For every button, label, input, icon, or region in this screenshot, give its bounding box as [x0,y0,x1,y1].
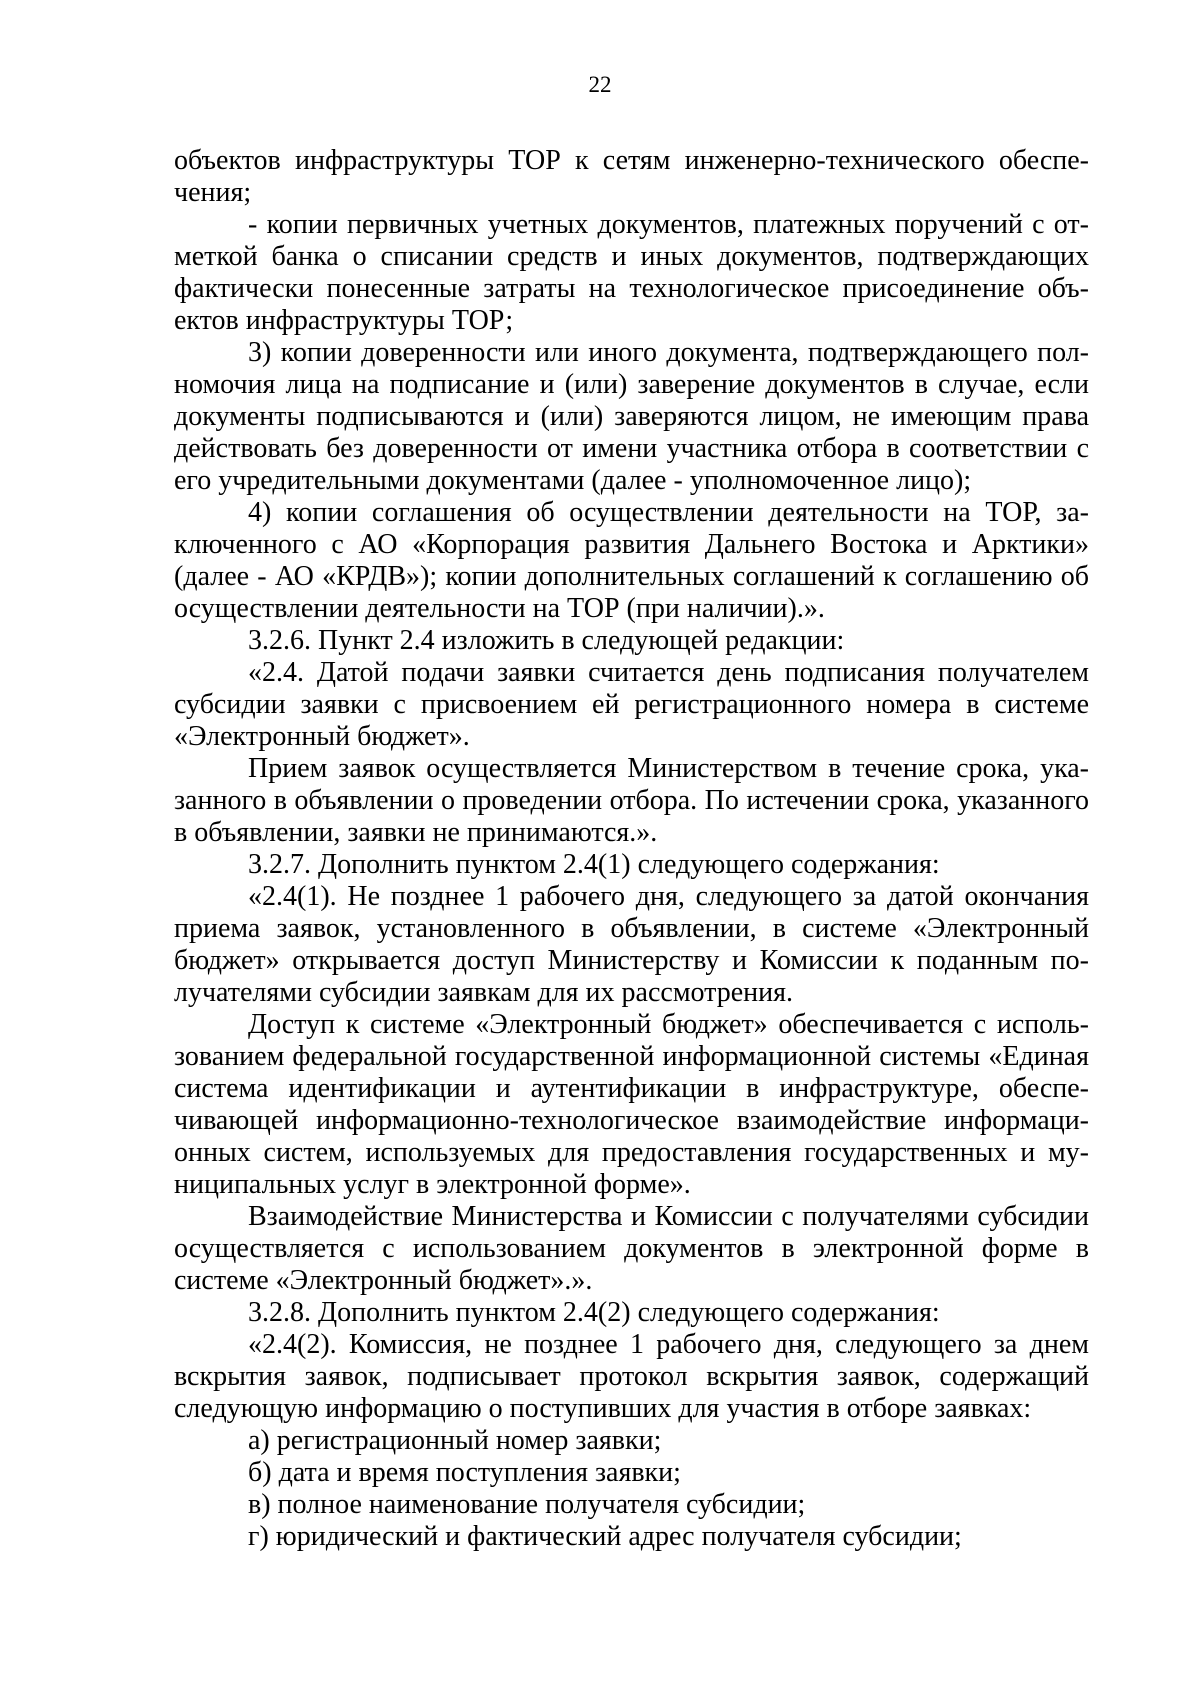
paragraph: Взаимодействие Министерства и Комиссии с получателями субсидии осуществляется с использованием документов в электронной форме в системе «Электронный бюджет».». [174,1201,1089,1296]
page-number: 22 [588,72,612,97]
paragraph: «2.4(2). Комиссия, не позднее 1 рабочего дня, следующего за днем вскрытия заявок, подписывает протокол вскрытия заявок, содержащий следующую информацию о поступивших для участия в отборе заявках: [174,1329,1089,1424]
list-item: г) юридический и фактический адрес получателя субсидии; [248,1521,962,1552]
paragraph: объектов инфраструктуры ТОР к сетям инженерно-технического обеспечения; [174,145,1089,208]
paragraph: 4) копии соглашения об осуществлении деятельности на ТОР, заключенного с АО «Корпорация развития Дальнего Востока и Арктики» (далее - АО «КРДВ»); копии дополнительных соглашений к соглашению об осуществлении деятельности на ТОР (при наличии).». [174,497,1089,624]
list-item: в) полное наименование получателя субсидии; [248,1489,806,1520]
paragraph: 3.2.6. Пункт 2.4 изложить в следующей редакции: [248,625,845,656]
paragraph: «2.4(1). Не позднее 1 рабочего дня, следующего за датой окончания приема заявок, установленного в объявлении, в системе «Электронный бюджет» открывается доступ Министерству и Комиссии к поданным получателями субсидии заявкам для их рассмотрения. [174,881,1089,1008]
list-item: б) дата и время поступления заявки; [248,1457,681,1488]
paragraph: 3.2.7. Дополнить пунктом 2.4(1) следующего содержания: [248,849,940,880]
list-item: а) регистрационный номер заявки; [248,1425,662,1456]
paragraph: Прием заявок осуществляется Министерством в течение срока, указанного в объявлении о проведении отбора. По истечении срока, указанного в объявлении, заявки не принимаются.». [174,753,1089,848]
paragraph: 3) копии доверенности или иного документа, подтверждающего полномочия лица на подписание и (или) заверение документов в случае, если документы подписываются и (или) заверяются лицом, не имеющим права действовать без доверенности от имени участника отбора в соответствии с его учредительными документами (далее - уполномоченное лицо); [174,337,1089,496]
paragraph: «2.4. Датой подачи заявки считается день подписания получателем субсидии заявки с присвоением ей регистрационного номера в системе «Электронный бюджет». [174,657,1089,752]
paragraph: 3.2.8. Дополнить пунктом 2.4(2) следующего содержания: [248,1297,940,1328]
paragraph: - копии первичных учетных документов, платежных поручений с отметкой банка о списании средств и иных документов, подтверждающих фактически понесенные затраты на технологическое присоединение объектов инфраструктуры ТОР; [174,209,1089,336]
document-body [174,145,1089,1553]
paragraph: Доступ к системе «Электронный бюджет» обеспечивается с использованием федеральной государственной информационной системы «Единая система идентификации и аутентификации в инфраструктуре, обеспечивающей информационно-технологическое взаимодействие информационных систем, используемых для предоставления государственных и муниципальных услуг в электронной форме». [174,1009,1089,1200]
